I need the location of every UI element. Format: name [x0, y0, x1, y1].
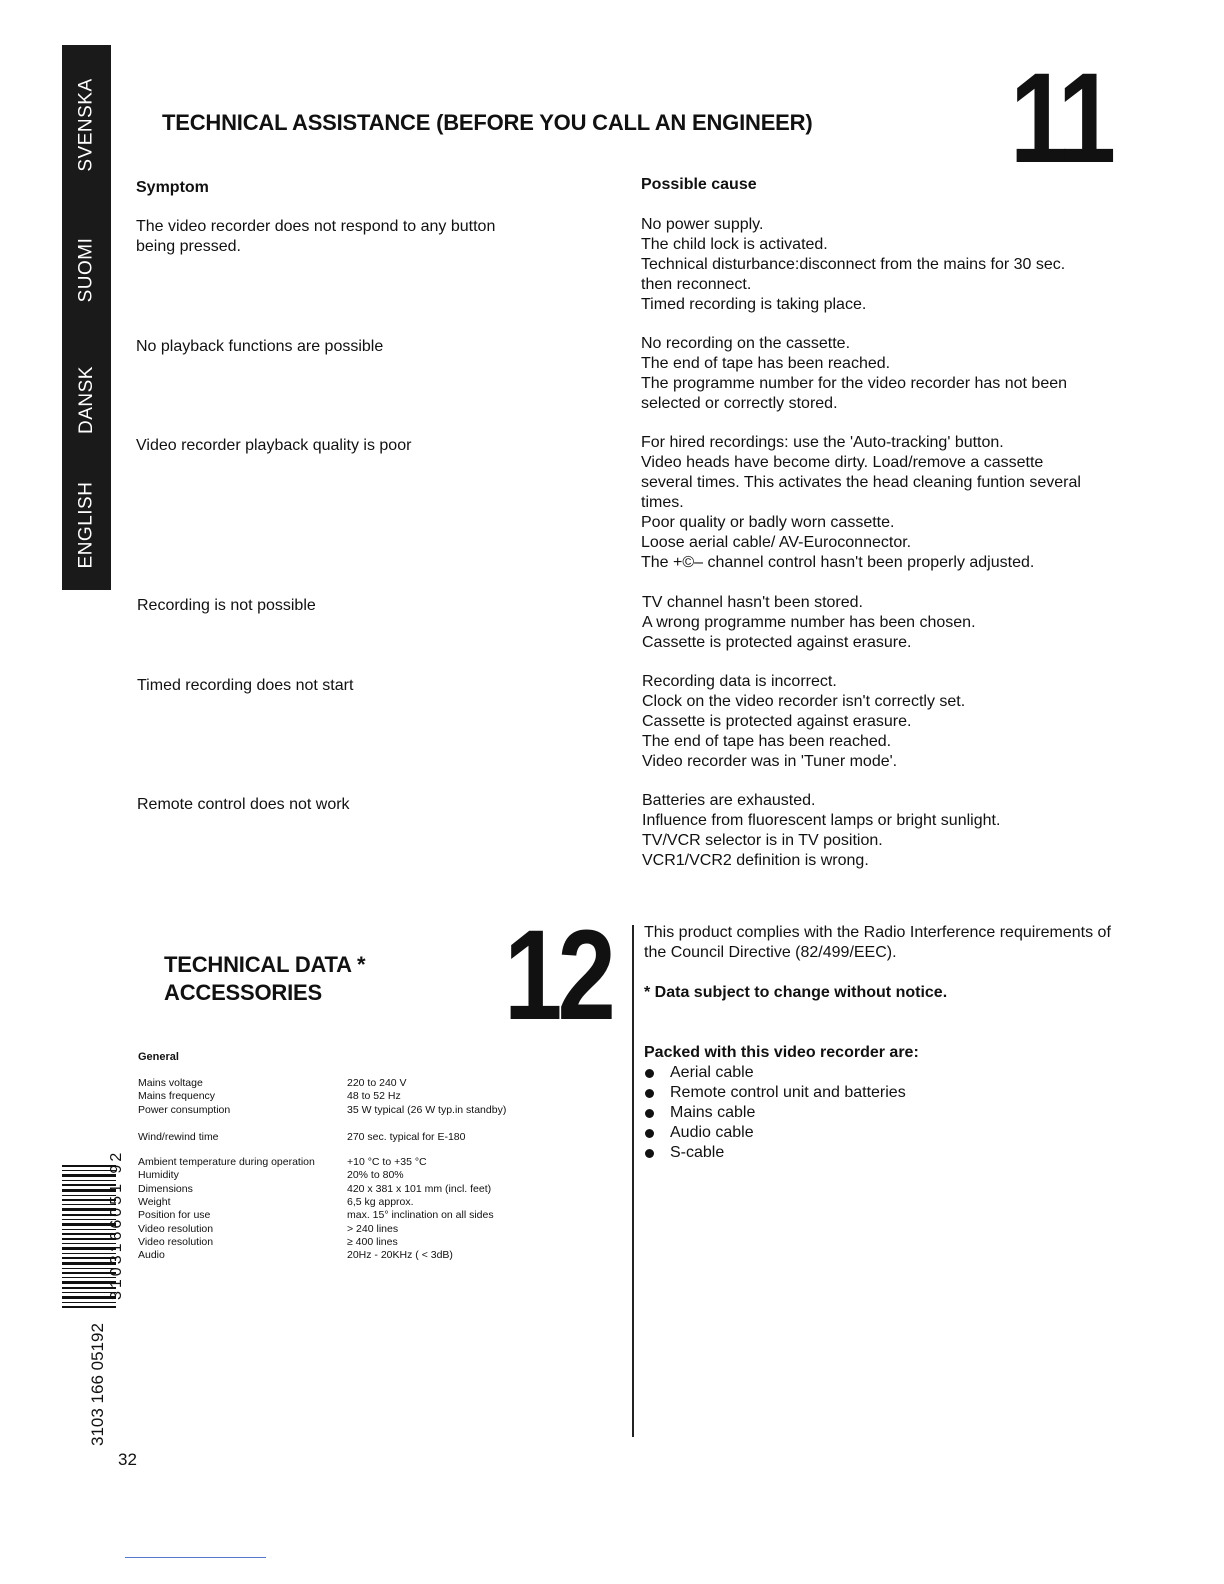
packed-items-header: Packed with this video recorder are: [644, 1044, 919, 1061]
list-item-label: Audio cable [670, 1124, 754, 1141]
compliance-text: This product complies with the Radio Interference requirements of the Council Directive (82/499/EEC). [644, 924, 1111, 961]
list-item [639, 1103, 906, 1123]
language-tab-label: DANSK [75, 366, 97, 434]
cause-line: Video recorder was in 'Tuner mode'. [642, 753, 898, 770]
spec-value: 270 sec. typical for E-180 [347, 1130, 466, 1143]
spec-label: Mains frequency [138, 1090, 216, 1103]
list-item [639, 1143, 906, 1163]
symptom-text: No playback functions are possible [136, 338, 384, 355]
spec-values [347, 1077, 506, 1263]
spec-labels [138, 1077, 315, 1263]
language-tab-english[interactable] [62, 475, 111, 575]
cause-line: Influence from fluorescent lamps or bright sunlight. [642, 812, 1001, 829]
cause-line: Poor quality or badly worn cassette. [641, 514, 895, 531]
cause-line: VCR1/VCR2 definition is wrong. [642, 852, 869, 869]
spec-value: +10 °C to +35 °C [347, 1156, 427, 1169]
cause-line: Cassette is protected against erasure. [642, 634, 912, 651]
language-tab-svenska[interactable] [62, 65, 111, 185]
section-11-title: TECHNICAL ASSISTANCE (BEFORE YOU CALL AN ENGINEER) [162, 110, 813, 135]
symptom-text: Timed recording does not start [137, 677, 354, 694]
section-11-number: 11 [1010, 47, 1112, 190]
cause-line: Loose aerial cable/ AV-Euroconnector. [641, 534, 912, 551]
symptom-text: Recording is not possible [137, 597, 316, 614]
cause-line: Recording data is incorrect. [642, 673, 837, 690]
possible-cause-header: Possible cause [641, 176, 757, 193]
language-tab-label: ENGLISH [75, 481, 97, 569]
spec-value: 20Hz - 20KHz ( < 3dB) [347, 1249, 453, 1262]
data-change-notice: * Data subject to change without notice. [644, 984, 948, 1001]
spec-label: Video resolution [138, 1235, 214, 1248]
bullet-icon [645, 1089, 654, 1098]
spec-label: Wind/rewind time [138, 1130, 219, 1143]
cause-line: times. [641, 494, 684, 511]
spec-value: 20% to 80% [347, 1169, 404, 1182]
bullet-icon [645, 1109, 654, 1118]
symptom-header: Symptom [136, 179, 209, 196]
spec-value: 35 W typical (26 W typ.in standby) [347, 1103, 507, 1116]
vertical-divider [632, 925, 634, 1437]
cause-line: Cassette is protected against erasure. [642, 713, 912, 730]
symptom-text: Remote control does not work [137, 796, 350, 813]
cause-line: TV channel hasn't been stored. [642, 594, 863, 611]
barcode-digits: 3103166051 92 [108, 1149, 125, 1300]
list-item-label: S-cable [670, 1144, 725, 1161]
cause-list [641, 334, 1067, 414]
spec-label: Video resolution [138, 1222, 214, 1235]
cause-line: The +©– channel control hasn't been properly adjusted. [641, 554, 1035, 571]
spec-value: 420 x 381 x 101 mm (incl. feet) [347, 1182, 492, 1195]
list-item-label: Remote control unit and batteries [670, 1084, 906, 1101]
spec-label: Position for use [138, 1209, 211, 1222]
cause-line: The end of tape has been reached. [641, 355, 891, 372]
spec-value: ≥ 400 lines [347, 1235, 398, 1248]
list-item-label: Mains cable [670, 1104, 756, 1121]
footer-rule [125, 1557, 266, 1558]
bullet-icon [645, 1149, 654, 1158]
cause-line: The end of tape has been reached. [642, 733, 892, 750]
spec-label: Mains voltage [138, 1077, 203, 1089]
cause-list [641, 433, 1081, 573]
list-item [639, 1083, 906, 1103]
cause-line: For hired recordings: use the 'Auto-tracking' button. [641, 434, 1004, 451]
spec-label: Power consumption [138, 1103, 231, 1116]
cause-line: Clock on the video recorder isn't correctly set. [642, 693, 966, 710]
cause-line: Batteries are exhausted. [642, 792, 816, 809]
packed-items-list [639, 1063, 906, 1163]
section-12-title [164, 951, 365, 1007]
spec-value: max. 15° inclination on all sides [347, 1209, 494, 1222]
spec-label: Audio [138, 1249, 165, 1262]
cause-line: No power supply. [641, 216, 764, 233]
cause-line: Video heads have become dirty. Load/remove a cassette [641, 454, 1044, 471]
spec-label: Weight [138, 1196, 171, 1209]
cause-line: No recording on the cassette. [641, 335, 851, 352]
cause-line: TV/VCR selector is in TV position. [642, 832, 883, 849]
language-tab-suomi[interactable] [62, 215, 111, 325]
bullet-icon [645, 1069, 654, 1078]
spec-label: Dimensions [138, 1182, 193, 1195]
section-12-title-line: TECHNICAL DATA * [164, 952, 366, 977]
bullet-icon [645, 1129, 654, 1138]
cause-line: several times. This activates the head cleaning funtion several [641, 474, 1081, 491]
document-code: 3103 166 05192 [88, 1323, 107, 1446]
symptom-text: Video recorder playback quality is poor [136, 437, 412, 454]
general-header: General [138, 1051, 179, 1063]
list-item-label: Aerial cable [670, 1064, 754, 1081]
spec-label: Ambient temperature during operation [138, 1156, 315, 1169]
list-item [639, 1063, 906, 1083]
spec-value: 6,5 kg approx. [347, 1196, 414, 1209]
cause-line: A wrong programme number has been chosen. [642, 614, 976, 631]
symptom-text: The video recorder does not respond to any button being pressed. [136, 218, 496, 255]
list-item [639, 1123, 906, 1143]
language-tab-dansk[interactable] [62, 340, 111, 460]
language-sidebar [62, 45, 111, 590]
page-number: 32 [118, 1450, 137, 1469]
language-tab-label: SVENSKA [75, 78, 97, 172]
cause-list [642, 593, 976, 653]
section-12-number: 12 [504, 904, 611, 1047]
section-12-title-line: ACCESSORIES [164, 980, 322, 1005]
language-tab-label: SUOMI [75, 237, 97, 303]
cause-line: The programme number for the video recorder has not been [641, 375, 1068, 392]
cause-list [641, 215, 1065, 315]
cause-list [642, 672, 965, 772]
cause-list [642, 791, 1000, 871]
spec-value: 220 to 240 V [347, 1077, 407, 1089]
cause-line: then reconnect. [641, 276, 752, 293]
spec-value: > 240 lines [347, 1222, 399, 1235]
cause-line: The child lock is activated. [641, 236, 828, 253]
spec-label: Humidity [138, 1169, 179, 1182]
spec-value: 48 to 52 Hz [347, 1090, 401, 1103]
cause-line: selected or correctly stored. [641, 395, 838, 412]
cause-line: Timed recording is taking place. [641, 296, 867, 313]
cause-line: Technical disturbance:disconnect from the mains for 30 sec. [641, 256, 1066, 273]
